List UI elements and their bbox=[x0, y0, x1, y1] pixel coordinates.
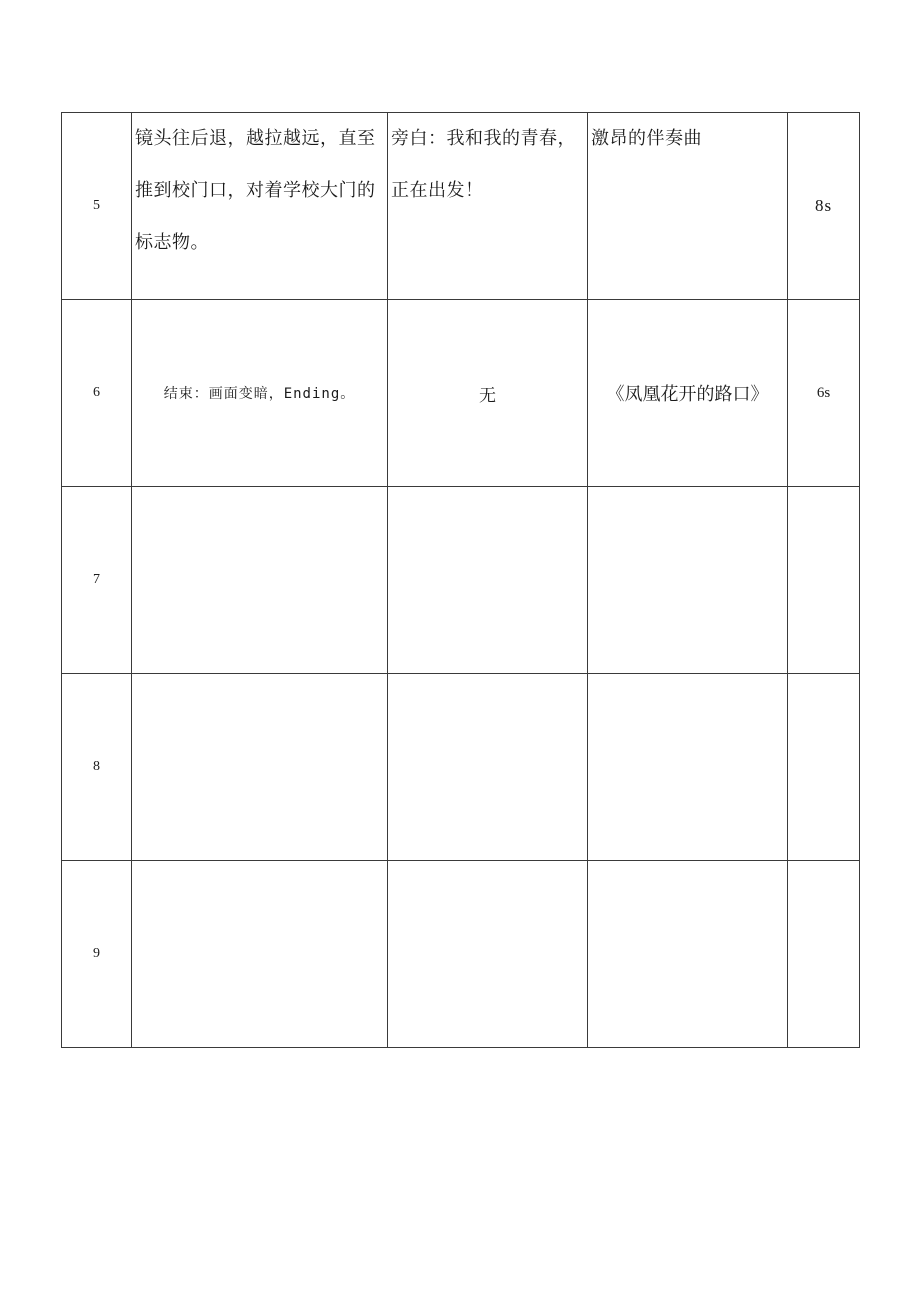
shot-description bbox=[132, 487, 388, 674]
duration bbox=[788, 861, 860, 1048]
shot-description bbox=[132, 861, 388, 1048]
table-row bbox=[62, 487, 860, 674]
table-row bbox=[62, 674, 860, 861]
storyboard-table bbox=[61, 112, 860, 1048]
shot-number: 8 bbox=[62, 674, 132, 861]
duration bbox=[788, 487, 860, 674]
music bbox=[588, 487, 788, 674]
duration bbox=[788, 674, 860, 861]
shot-description: 镜头往后退，越拉越远，直至推到校门口，对着学校大门的标志物。 bbox=[132, 113, 388, 300]
music bbox=[588, 861, 788, 1048]
voice-over: 旁白：我和我的青春，正在出发！ bbox=[388, 113, 588, 300]
table-row bbox=[62, 861, 860, 1048]
shot-number: 9 bbox=[62, 861, 132, 1048]
music bbox=[588, 674, 788, 861]
voice-over: 无 bbox=[388, 300, 588, 487]
voice-over bbox=[388, 861, 588, 1048]
shot-number: 7 bbox=[62, 487, 132, 674]
shot-description: 结束：画面变暗，Ending。 bbox=[132, 300, 388, 487]
voice-over bbox=[388, 674, 588, 861]
duration: 6s bbox=[788, 300, 860, 487]
shot-description bbox=[132, 674, 388, 861]
table-row bbox=[62, 300, 860, 487]
music: 激昂的伴奏曲 bbox=[588, 113, 788, 300]
shot-number: 5 bbox=[62, 113, 132, 300]
duration: 8s bbox=[788, 113, 860, 300]
voice-over bbox=[388, 487, 588, 674]
table-row bbox=[62, 113, 860, 300]
shot-number: 6 bbox=[62, 300, 132, 487]
music: 《凤凰花开的路口》 bbox=[588, 300, 788, 487]
